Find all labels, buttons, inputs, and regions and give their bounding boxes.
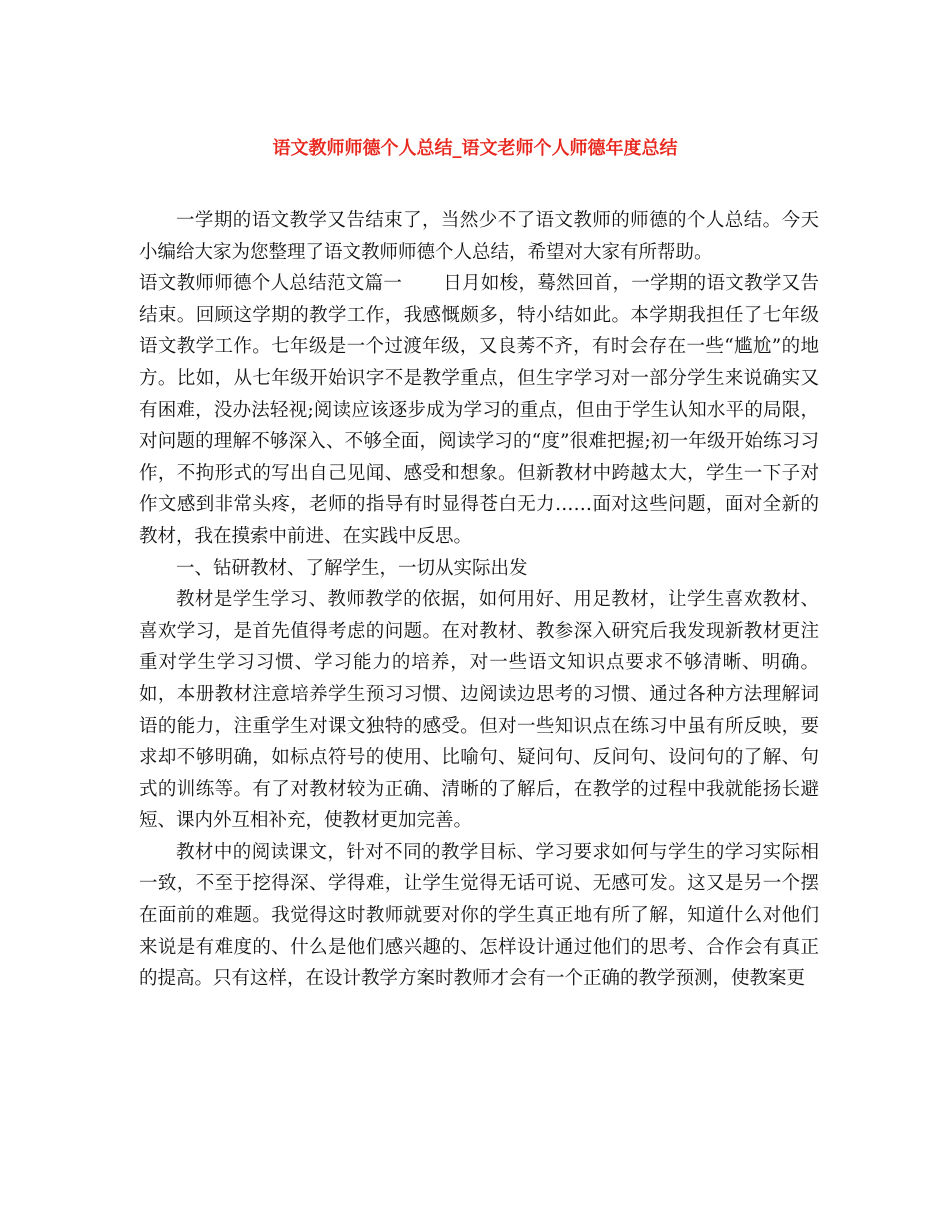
body-paragraph-2: 教材中的阅读课文，针对不同的教学目标、学习要求如何与学生的学习实际相一致，不至于挖得深、学得难，让学生觉得无话可说、无感可发。这又是另一个摆在面前的难题。我觉得这时教师就要对你的学生真正地有所了解，知道什么对他们来说是有难度的、什么是他们感兴趣的、怎样设计通过他们的思考、合作会有真正的提高。只有这样，在设计教学方案时教师才会有一个正确的教学预测，使教案更 (139, 841, 819, 990)
document-body (139, 205, 819, 995)
sample-label: 语文教师师德个人总结范文篇一 (139, 273, 403, 295)
sample-paragraph (139, 268, 819, 552)
document-title: 语文教师师德个人总结_语文老师个人师德年度总结 (272, 138, 678, 159)
body-paragraph-1: 教材是学生学习、教师教学的依据，如何用好、用足教材，让学生喜欢教材、喜欢学习，是首先值得考虑的问题。在对教材、教参深入研究后我发现新教材更注重对学生学习习惯、学习能力的培养，对一些语文知识点要求不够清晰、明确。如，本册教材注意培养学生预习习惯、边阅读边思考的习惯、通过各种方法理解词语的能力，注重学生对课文独特的感受。但对一些知识点在练习中虽有所反映，要求却不够明确，如标点符号的使用、比喻句、疑问句、反问句、设问句的了解、句式的训练等。有了对教材较为正确、清晰的了解后，在教学的过程中我就能扬长避短、课内外互相补充，使教材更加完善。 (139, 589, 819, 832)
intro-paragraph: 一学期的语文教学又告结束了，当然少不了语文教师的师德的个人总结。今天小编给大家为您整理了语文教师师德个人总结，希望对大家有所帮助。 (139, 210, 819, 263)
sample-text: 日月如梭，蓦然回首，一学期的语文教学又告结束。回顾这学期的教学工作，我感慨颇多，特小结如此。本学期我担任了七年级语文教学工作。七年级是一个过渡年级，又良莠不齐，有时会存在一些“尴尬”的地方。比如，从七年级开始识字不是教学重点，但生字学习对一部分学生来说确实又有困难，没办法轻视;阅读应该逐步成为学习的重点，但由于学生认知水平的局限，对问题的理解不够深入、不够全面，阅读学习的“度”很难把握;初一年级开始练习习作，不拘形式的写出自己见闻、感受和想象。但新教材中跨越太大，学生一下子对作文感到非常头疼，老师的指导有时显得苍白无力……面对这些问题，面对全新的教材，我在摸索中前进、在实践中反思。 (139, 273, 819, 547)
section-heading: 一、钻研教材、了解学生，一切从实际出发 (176, 557, 528, 579)
